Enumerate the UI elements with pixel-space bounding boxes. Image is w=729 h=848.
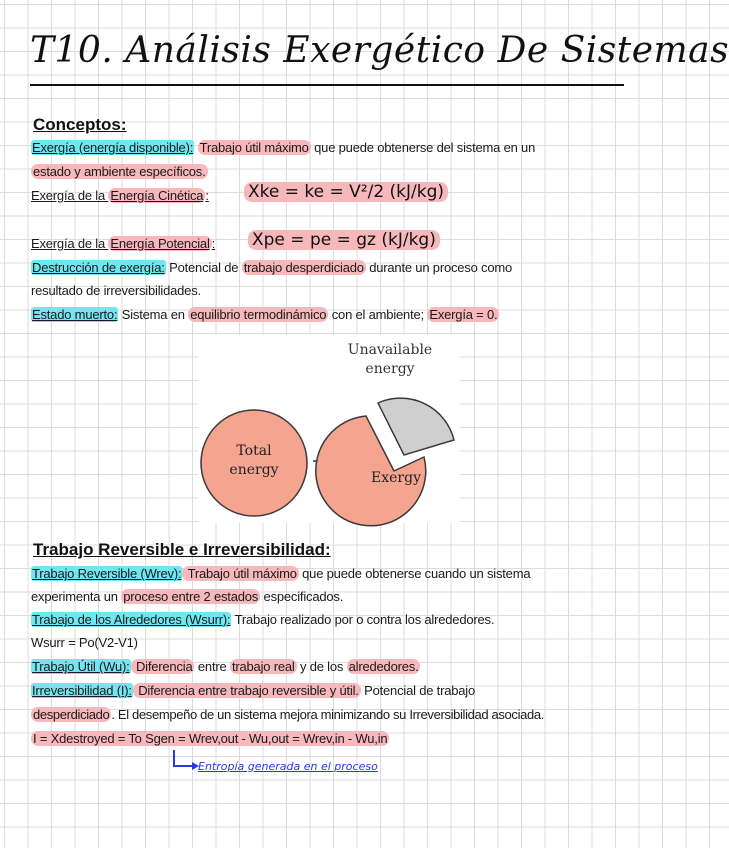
cinetica-label-c: : xyxy=(205,188,209,203)
surr-term: Trabajo de los Alrededores (Wsurr): xyxy=(32,612,231,627)
rev-def-2a: experimenta un xyxy=(31,589,122,604)
annotation-arrow-icon xyxy=(168,748,200,772)
destruccion-def-c: durante un proceso como xyxy=(365,260,513,275)
rev-def-2c: especificados. xyxy=(260,589,344,604)
cinetica-label xyxy=(31,188,209,203)
destruccion-def-b: trabajo desperdiciado xyxy=(243,260,364,275)
muerto-def-a: Sistema en xyxy=(118,307,189,322)
util-term: Trabajo Útil (Wu): xyxy=(32,659,130,674)
destruccion-line-2: resultado de irreversibilidades. xyxy=(31,283,201,298)
surr-def: Trabajo realizado por o contra los alrededores. xyxy=(231,612,495,627)
util-def-b: entre xyxy=(194,659,230,674)
destruccion-term: Destrucción de exergía: xyxy=(32,260,165,275)
potencial-label-a: Exergía de la xyxy=(31,236,109,251)
irr-term: Irreversibilidad (I): xyxy=(32,683,132,698)
unavailable-label-2: energy xyxy=(365,361,415,377)
total-label-1: Total xyxy=(236,443,272,459)
rev-def-a: Trabajo útil máximo xyxy=(184,566,297,581)
irr-equation-line xyxy=(31,731,389,746)
exergia-highlight: Trabajo útil máximo xyxy=(199,140,309,155)
surr-equation: Wsurr = Po(V2-V1) xyxy=(31,635,138,650)
irr-def-a: Diferencia entre trabajo reversible y útil. xyxy=(134,683,359,698)
cinetica-label-b: Energía Cinética xyxy=(110,188,204,203)
total-label-2: energy xyxy=(229,462,279,478)
util-def-d: y de los xyxy=(296,659,347,674)
cinetica-formula: Xke = ke = V²/2 (kJ/kg) xyxy=(244,182,448,202)
unavailable-slice xyxy=(378,398,454,455)
irr-line-2 xyxy=(31,707,544,722)
potencial-label-c: : xyxy=(211,236,216,251)
rev-line-2 xyxy=(31,589,343,604)
util-def-c: trabajo real xyxy=(231,659,295,674)
exergia-line-2 xyxy=(31,164,208,179)
muerto-def-b: equilibrio termodinámico xyxy=(190,307,327,322)
exergy-label: Exergy xyxy=(371,470,421,486)
muerto-term: Estado muerto: xyxy=(32,307,118,322)
destruccion-line-1 xyxy=(31,260,512,275)
page-title: T10. Análisis Exergético De Sistemas xyxy=(30,30,729,71)
util-def-e: alrededores. xyxy=(348,659,419,674)
entropy-annotation: Entropía generada en el proceso xyxy=(198,760,378,773)
exergy-figure xyxy=(198,335,460,523)
exergia-line-1 xyxy=(31,140,535,155)
destruccion-def-a: Potencial de xyxy=(165,260,242,275)
muerto-def-c: con el ambiente; xyxy=(328,307,428,322)
rev-line-1 xyxy=(31,566,530,581)
cinetica-label-a: Exergía de la xyxy=(31,188,109,203)
rev-def-2b: proceso entre 2 estados xyxy=(123,589,259,604)
unavailable-label-1: Unavailable xyxy=(347,342,433,358)
util-def-a: Diferencia xyxy=(132,659,193,674)
exergy-diagram xyxy=(198,335,460,523)
util-line xyxy=(31,659,420,674)
exergia-def-text: que puede obtenerse del sistema en un xyxy=(310,140,536,155)
section-heading-conceptos: Conceptos: xyxy=(33,115,127,134)
irr-def-2b: . El desempeño de un sistema mejora minimizando su Irreversibilidad asociada. xyxy=(111,707,545,722)
surr-line xyxy=(31,612,494,627)
section-heading-trabajo: Trabajo Reversible e Irreversibilidad: xyxy=(33,540,331,559)
rev-def-b: que puede obtenerse cuando un sistema xyxy=(298,566,531,581)
exergia-term: Exergía (energía disponible): xyxy=(32,140,194,155)
potencial-label-b: Energía Potencial xyxy=(110,236,210,251)
potencial-formula: Xpe = pe = gz (kJ/kg) xyxy=(248,230,440,250)
irr-equation: I = Xdestroyed = To Sgen = Wrev,out - Wu,out = Wrev,in - Wu,in xyxy=(33,731,388,746)
irr-line-1 xyxy=(31,683,475,698)
exergia-def-line2: estado y ambiente específicos. xyxy=(33,164,206,179)
title-underline xyxy=(30,84,624,86)
irr-def-b: Potencial de trabajo xyxy=(360,683,476,698)
rev-term: Trabajo Reversible (Wrev): xyxy=(32,566,182,581)
potencial-label xyxy=(31,236,215,251)
irr-def-2a: desperdiciado xyxy=(33,707,110,722)
muerto-def-d: Exergía = 0. xyxy=(429,307,498,322)
muerto-line xyxy=(31,307,499,322)
